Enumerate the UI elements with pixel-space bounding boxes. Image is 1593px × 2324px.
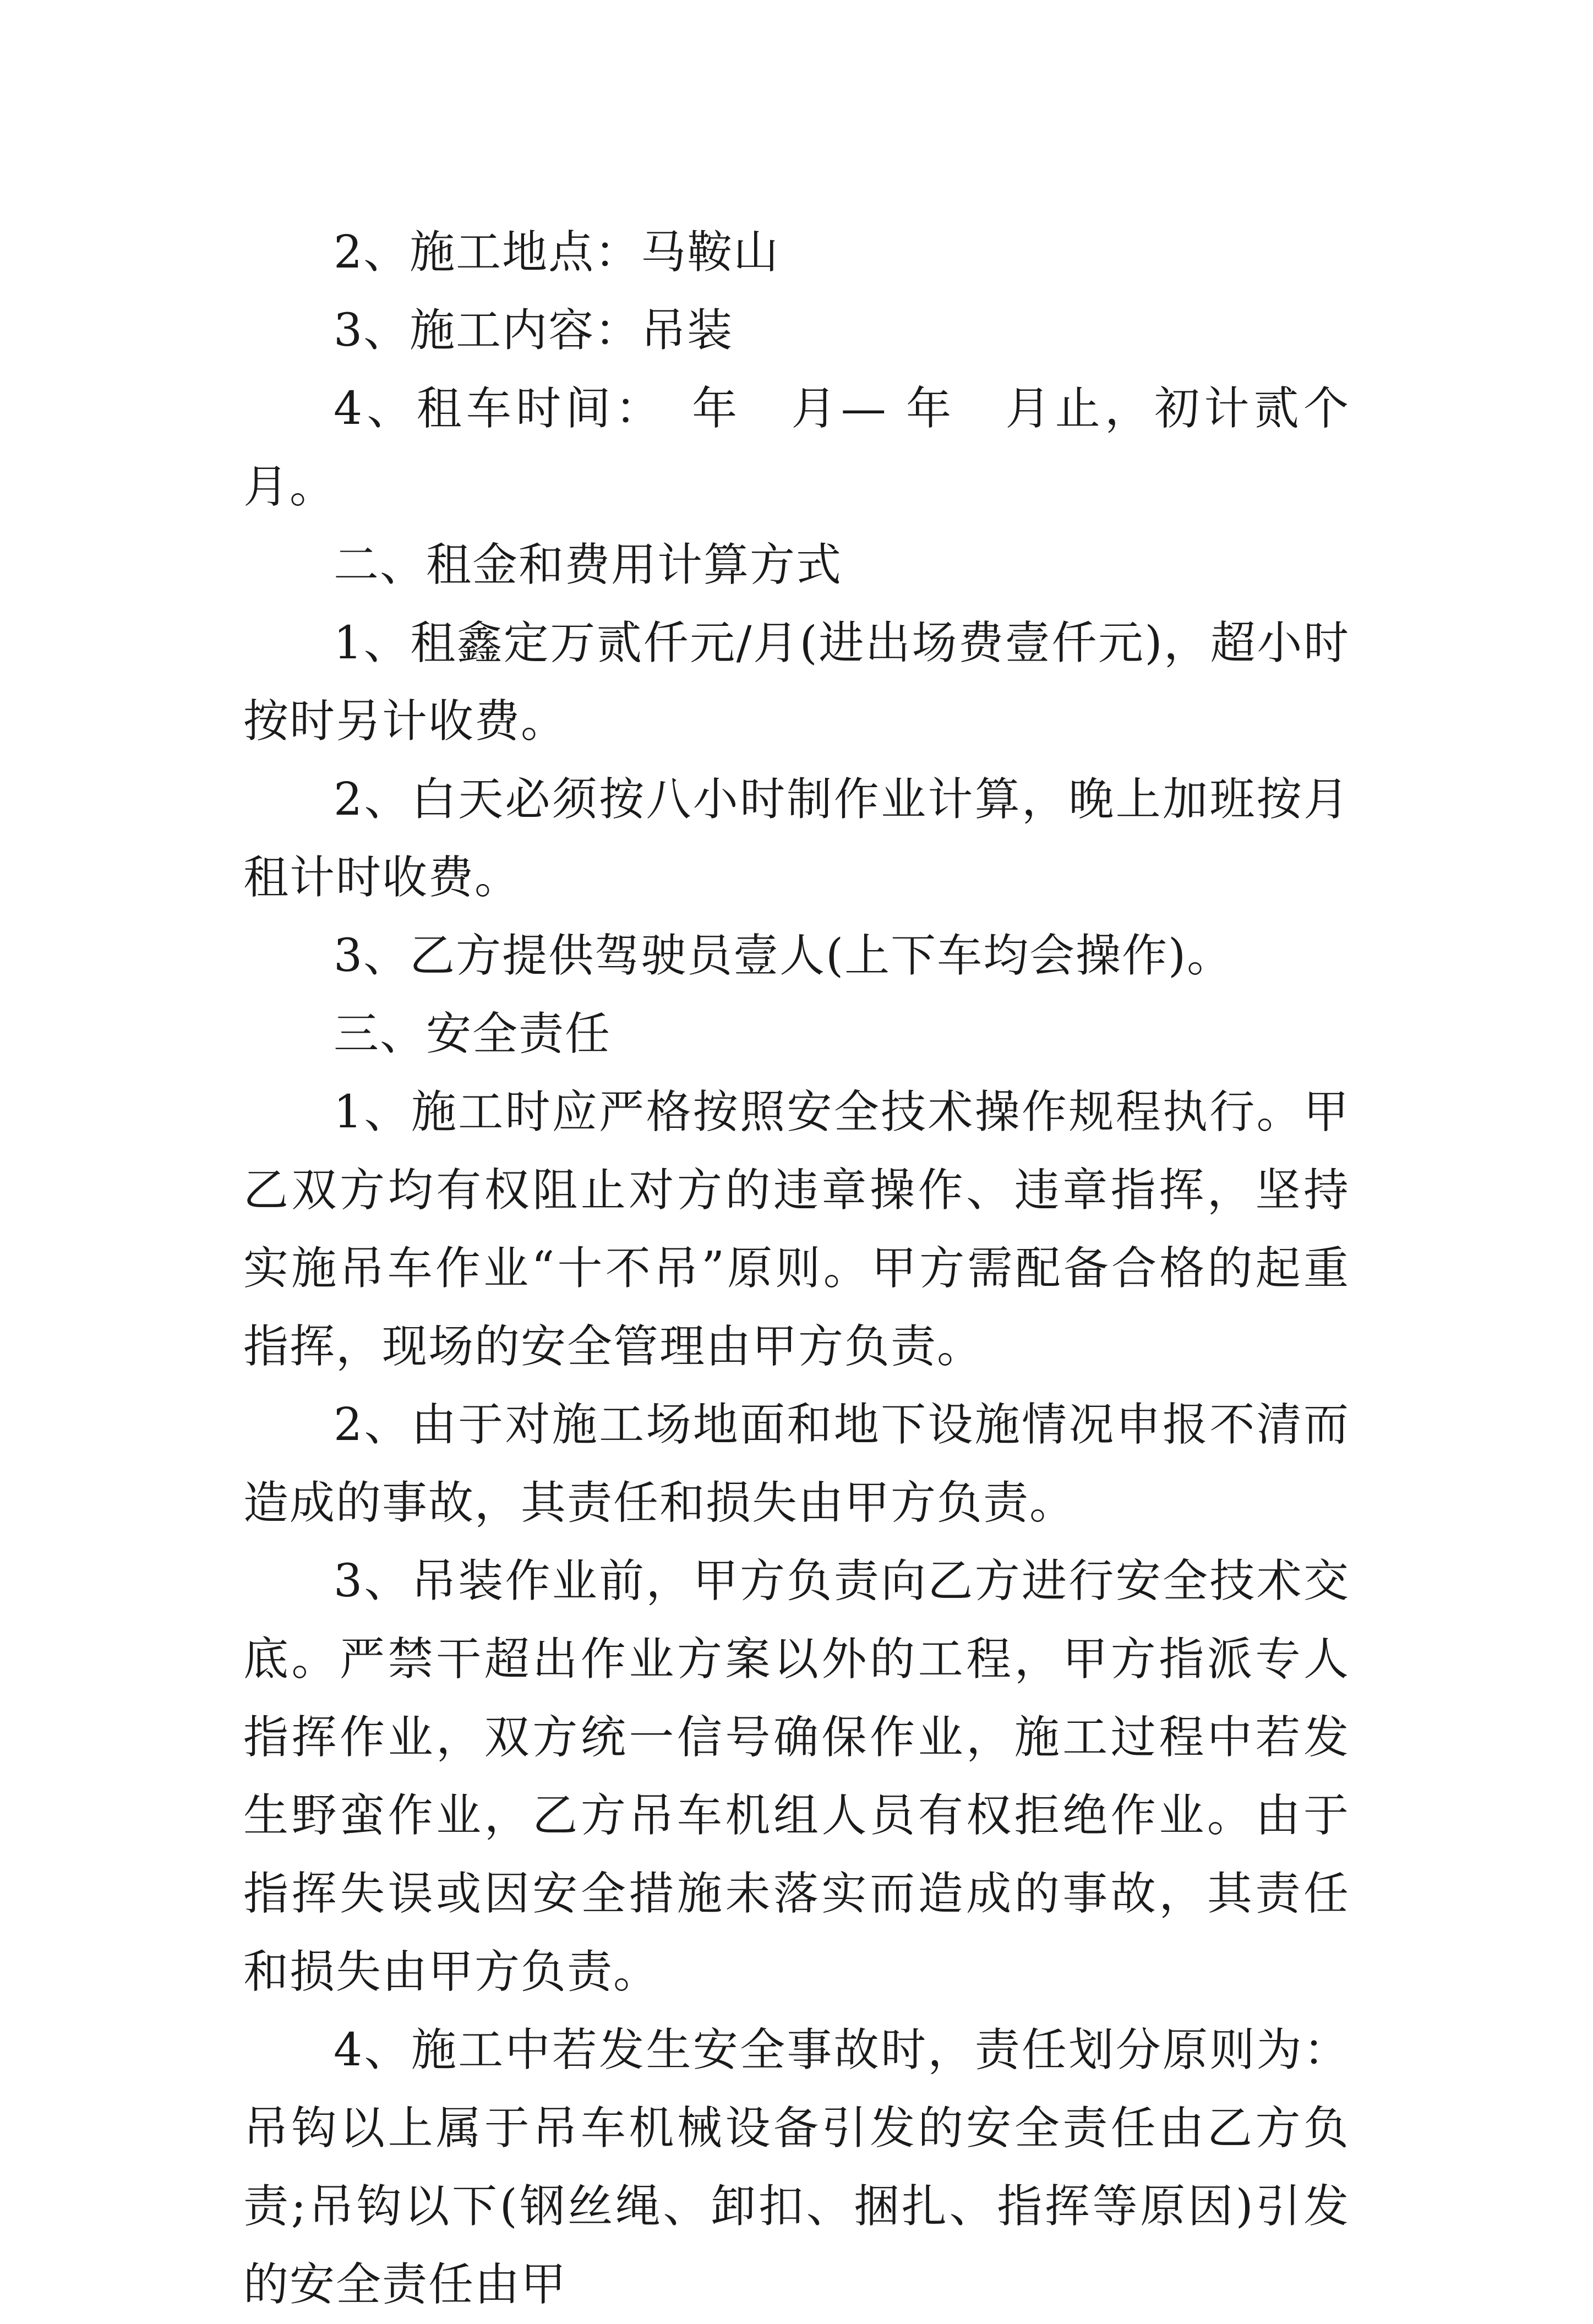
paragraph-driver-provision: 3、乙方提供驾驶员壹人(上下车均会操作)。: [334, 930, 1234, 982]
document-body: [243, 214, 1350, 2324]
paragraph-daytime-hours: 2、白天必须按八小时制作业计算，晚上加班按月租计时收费。: [243, 773, 1350, 904]
paragraph-accident-liability: 4、施工中若发生安全事故时，责任划分原则为：吊钩以上属于吊车机械设备引发的安全责任由乙方负责;吊钩以下(钢丝绳、卸扣、捆扎、指挥等原因)引发的安全责任由甲: [243, 2024, 1350, 2311]
paragraph-safety-rules: 1、施工时应严格按照安全技术操作规程执行。甲乙双方均有权阻止对方的违章操作、违章指挥，坚持实施吊车作业“十不吊”原则。甲方需配备合格的起重指挥，现场的安全管理由甲方负责。: [243, 1086, 1350, 1373]
paragraph-construction-content: 3、施工内容：吊装: [334, 304, 734, 357]
section-heading-safety: 三、安全责任: [334, 1008, 612, 1060]
paragraph-site-declaration: 2、由于对施工场地面和地下设施情况申报不清而造成的事故，其责任和损失由甲方负责。: [243, 1399, 1350, 1529]
paragraph-technical-briefing: 3、吊装作业前，甲方负责向乙方进行安全技术交底。严禁干超出作业方案以外的工程，甲方指派专人指挥作业，双方统一信号确保作业，施工过程中若发生野蛮作业，乙方吊车机组人员有权拒绝作业。由于指挥失误或因安全措施未落实而造成的事故，其责任和损失由甲方负责。: [243, 1555, 1350, 1998]
paragraph-rental-period: 4、租车时间： 年 月— 年 月止，初计贰个月。: [243, 383, 1350, 513]
paragraph-construction-site: 2、施工地点：马鞍山: [334, 226, 780, 279]
paragraph-rent-rate: 1、租鑫定万贰仟元/月(进出场费壹仟元)，超小时按时另计收费。: [243, 617, 1350, 748]
section-heading-rent-fees: 二、租金和费用计算方式: [334, 539, 843, 591]
